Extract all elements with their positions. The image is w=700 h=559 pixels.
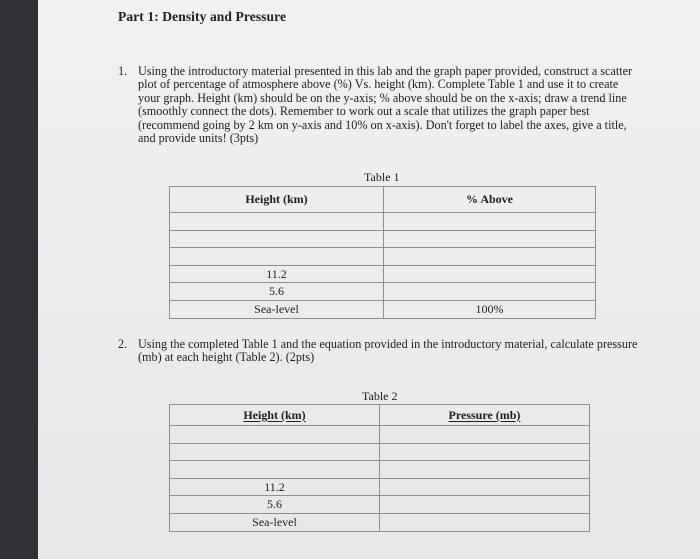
height-cell[interactable] — [170, 213, 384, 231]
header-label: Pressure (mb) — [448, 407, 521, 422]
table-row — [170, 230, 596, 248]
column-header-pressure — [380, 405, 590, 426]
column-header-height: Height (km) — [170, 187, 384, 213]
height-cell[interactable] — [170, 230, 384, 248]
height-cell[interactable]: Sea-level — [170, 513, 380, 531]
height-cell[interactable] — [170, 248, 384, 266]
percent-above-cell[interactable] — [384, 265, 596, 283]
percent-above-cell[interactable] — [384, 283, 596, 301]
table-row — [170, 496, 590, 514]
question-1-text — [138, 65, 658, 145]
table-row — [170, 461, 590, 479]
table-header-row — [170, 187, 596, 213]
height-cell[interactable]: 11.2 — [170, 265, 384, 283]
table-1-caption: Table 1 — [364, 170, 400, 184]
pressure-cell[interactable] — [380, 443, 590, 461]
height-cell[interactable]: Sea-level — [170, 300, 384, 318]
question-1-number: 1. — [118, 64, 128, 78]
percent-above-cell[interactable] — [384, 230, 596, 248]
table-header-row — [170, 405, 590, 426]
height-cell[interactable]: 11.2 — [170, 478, 380, 496]
question-2-number: 2. — [118, 337, 128, 351]
question-2-line: (mb) at each height (Table 2). (2pts) — [138, 350, 315, 365]
table-row — [170, 443, 590, 461]
table-2 — [169, 404, 590, 532]
question-1-line: (recommend going by 2 km on y-axis and 10% on x-axis). Don't forget to label the axes, give a title, — [138, 117, 627, 132]
worksheet-page — [38, 0, 700, 559]
pressure-cell[interactable] — [380, 426, 590, 444]
table-row — [170, 426, 590, 444]
pressure-cell[interactable] — [380, 478, 590, 496]
table-row — [170, 513, 590, 531]
question-1-line: and provide units! (3pts) — [138, 131, 259, 146]
table-row — [170, 265, 596, 283]
column-header-height — [170, 405, 380, 426]
pressure-cell[interactable] — [380, 496, 590, 514]
height-cell[interactable] — [170, 426, 380, 444]
table-row — [170, 248, 596, 266]
column-header-percent-above: % Above — [384, 187, 596, 213]
question-1-line: plot of percentage of atmosphere above (%) Vs. height (km). Complete Table 1 and use it to create — [138, 77, 619, 92]
height-cell[interactable]: 5.6 — [170, 283, 384, 301]
table-row — [170, 283, 596, 301]
height-cell[interactable] — [170, 461, 380, 479]
percent-above-cell[interactable] — [384, 248, 596, 266]
part-title: Part 1: Density and Pressure — [118, 9, 287, 24]
percent-above-cell[interactable]: 100% — [384, 300, 596, 318]
percent-above-cell[interactable] — [384, 213, 596, 231]
height-cell[interactable] — [170, 443, 380, 461]
table-1 — [169, 186, 596, 319]
height-cell[interactable]: 5.6 — [170, 496, 380, 514]
table-row — [170, 300, 596, 318]
table-row — [170, 213, 596, 231]
header-label: Height (km) — [243, 407, 306, 422]
question-1-line: (smoothly connect the dots). Remember to work out a scale that utilizes the graph paper best — [138, 104, 590, 119]
table-row — [170, 478, 590, 496]
question-2-line: Using the completed Table 1 and the equation provided in the introductory material, calculate pressure — [138, 337, 638, 351]
question-1-line: your graph. Height (km) should be on the y-axis; % above should be on the x-axis; draw a trend line — [138, 90, 627, 105]
question-2-text — [138, 338, 658, 365]
table-2-caption: Table 2 — [362, 389, 398, 403]
pressure-cell[interactable] — [380, 461, 590, 479]
question-1-line: Using the introductory material presented in this lab and the graph paper provided, construct a scatter — [138, 64, 633, 78]
pressure-cell[interactable] — [380, 513, 590, 531]
